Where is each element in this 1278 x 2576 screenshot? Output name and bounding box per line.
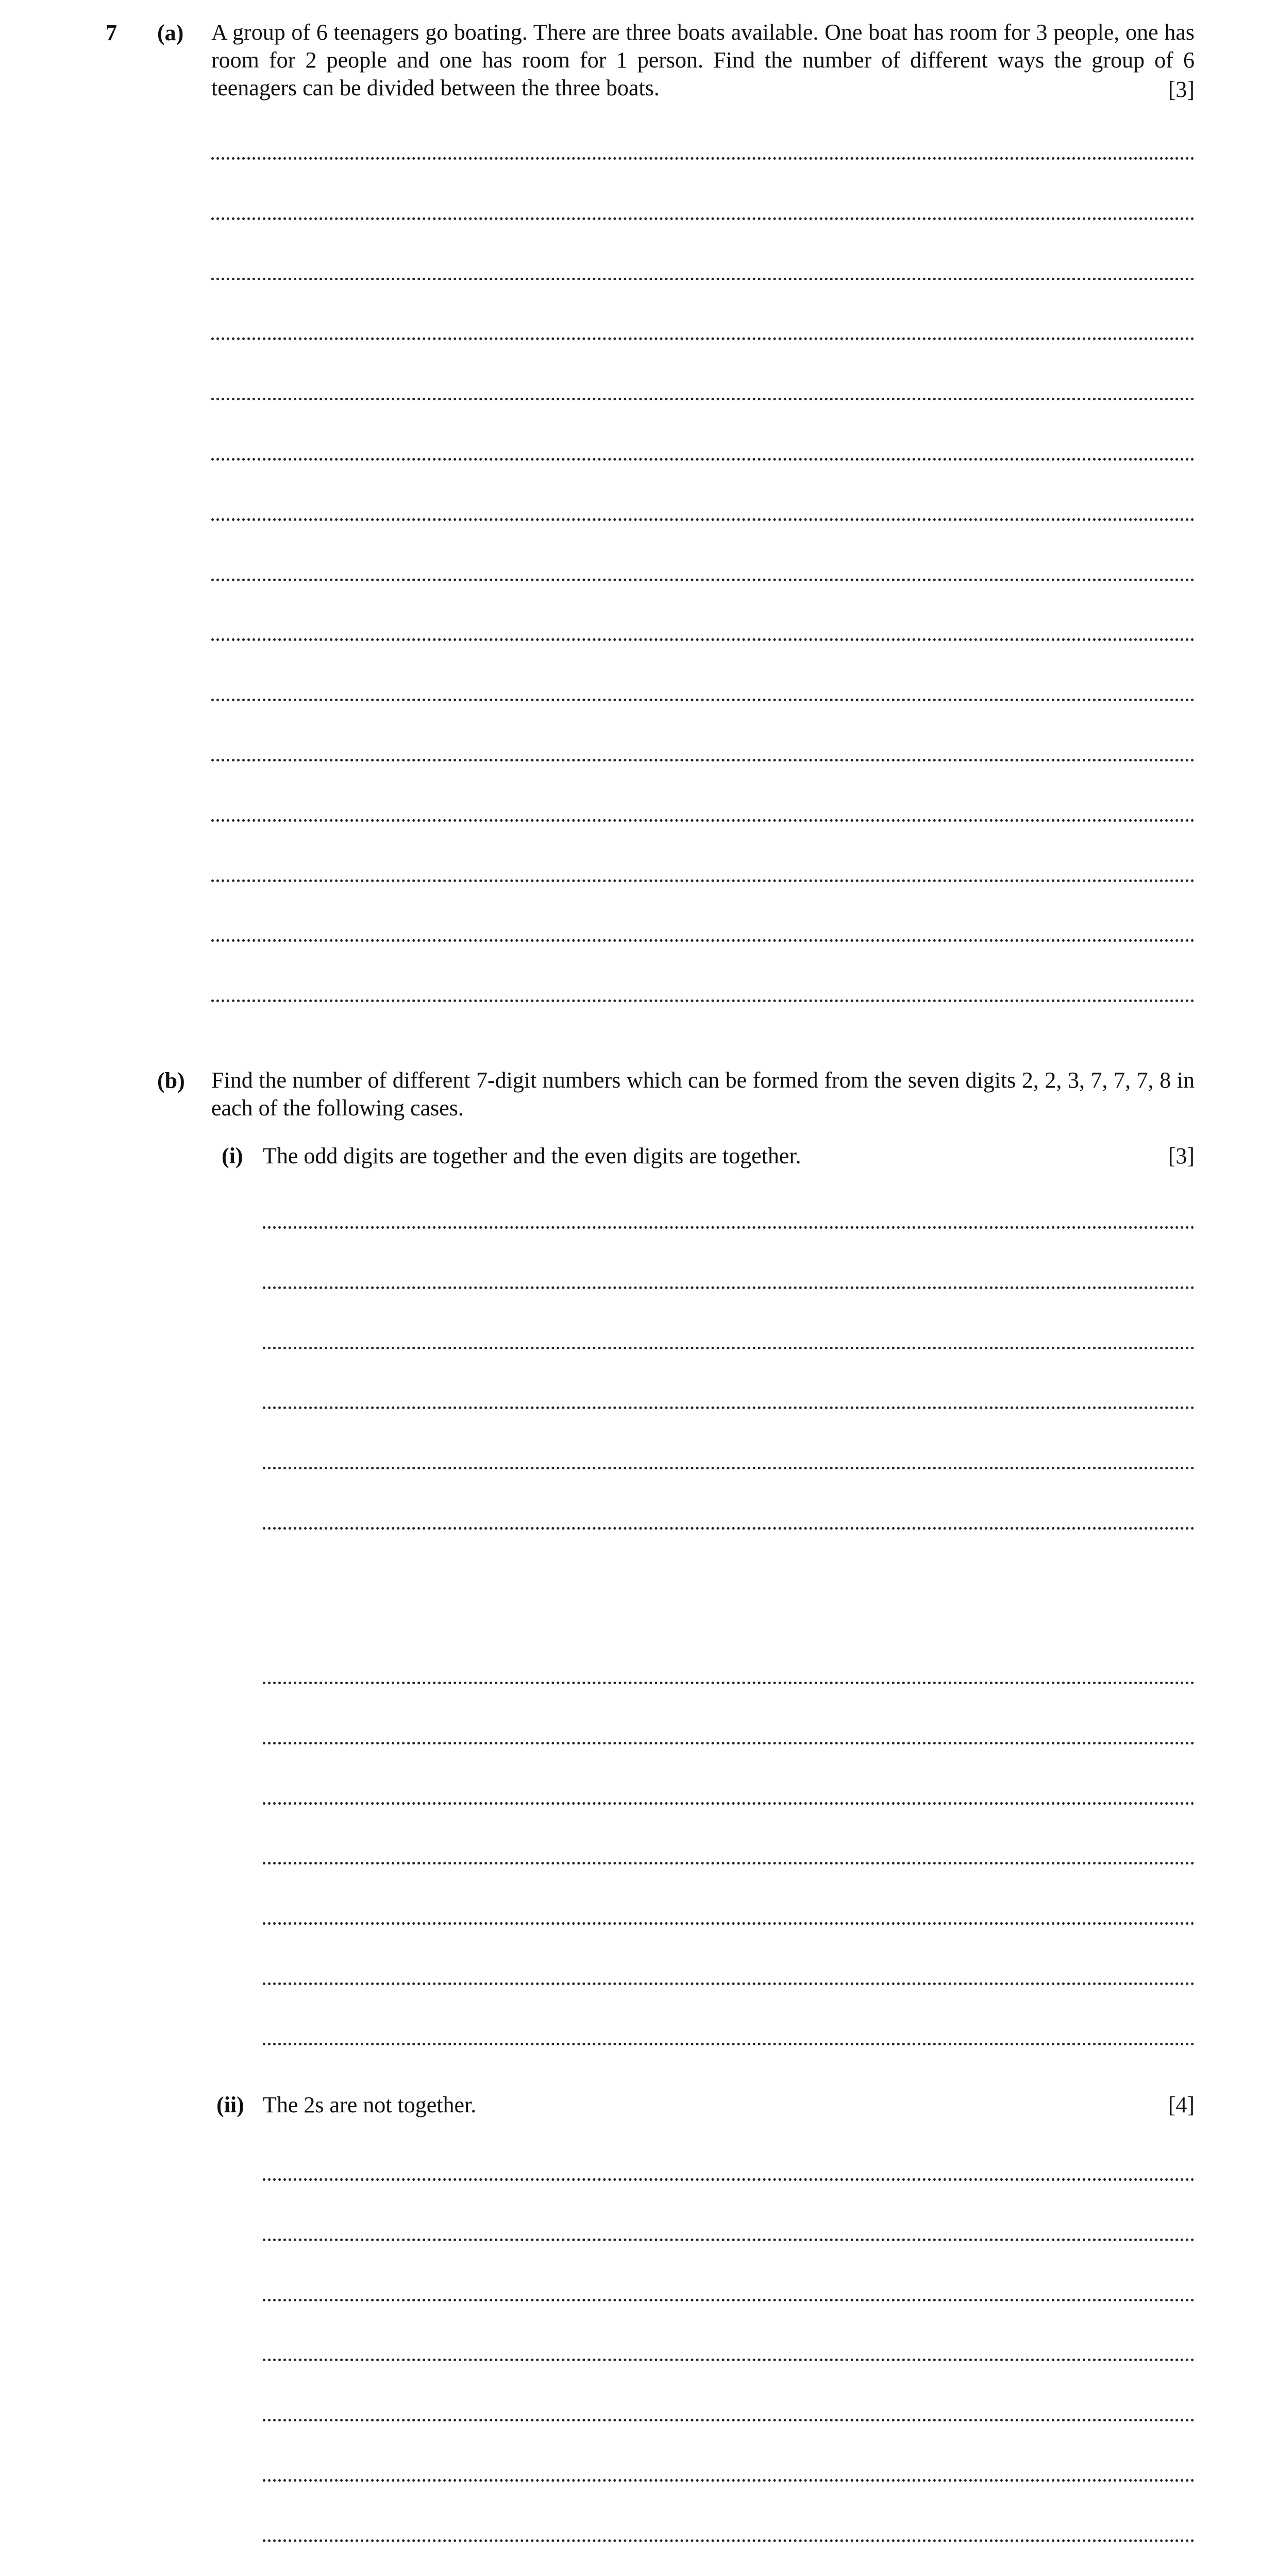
answer-line[interactable] xyxy=(263,1802,1195,1805)
answer-line[interactable] xyxy=(263,2539,1195,2542)
question-number: 7 xyxy=(106,20,117,45)
part-b-i-label: (i) xyxy=(222,1143,243,1168)
answer-line[interactable] xyxy=(211,337,1195,340)
part-b-question-text: Find the number of different 7-digit numbers which can be formed from the seven digits 2, 2, 3, 7, 7, 7, 8 in each of the following cases. xyxy=(211,1067,1195,1121)
answer-line[interactable] xyxy=(211,579,1195,581)
part-b-label: (b) xyxy=(157,1068,185,1093)
answer-line[interactable] xyxy=(263,2178,1195,2181)
part-b-i-marks: [3] xyxy=(1168,1143,1195,1168)
answer-line[interactable] xyxy=(211,819,1195,822)
answer-line[interactable] xyxy=(211,759,1195,761)
answer-line[interactable] xyxy=(263,1982,1195,1985)
part-b-ii-label: (ii) xyxy=(216,2092,244,2117)
answer-line[interactable] xyxy=(211,999,1195,1002)
answer-line[interactable] xyxy=(263,2419,1195,2421)
answer-line[interactable] xyxy=(263,1347,1195,1349)
part-b-i-question-text: The odd digits are together and the even digits are together. xyxy=(263,1143,801,1168)
answer-line[interactable] xyxy=(211,879,1195,882)
part-a-question-text: A group of 6 teenagers go boating. There are three boats available. One boat has room for 3 people, one has room for 2 people and one has room for 1 person. Find the number of different ways the group of 6 teenagers can be divided between the three boats. xyxy=(211,20,1195,100)
answer-line[interactable] xyxy=(263,2479,1195,2482)
answer-line[interactable] xyxy=(263,1286,1195,1289)
answer-line[interactable] xyxy=(211,939,1195,942)
answer-line[interactable] xyxy=(263,1226,1195,1229)
answer-line[interactable] xyxy=(263,1682,1195,1684)
answer-line[interactable] xyxy=(263,2043,1195,2045)
answer-line[interactable] xyxy=(211,278,1195,280)
answer-line[interactable] xyxy=(211,398,1195,400)
answer-line[interactable] xyxy=(263,1922,1195,1925)
part-b-ii-marks: [4] xyxy=(1168,2092,1195,2117)
answer-line[interactable] xyxy=(263,2359,1195,2361)
part-a-marks: [3] xyxy=(1168,77,1195,102)
answer-line[interactable] xyxy=(263,1406,1195,1409)
answer-line[interactable] xyxy=(211,518,1195,521)
part-b-ii-question-text: The 2s are not together. xyxy=(263,2092,477,2117)
answer-line[interactable] xyxy=(211,217,1195,220)
answer-line[interactable] xyxy=(263,2299,1195,2301)
answer-line[interactable] xyxy=(211,699,1195,701)
answer-line[interactable] xyxy=(263,1467,1195,1469)
answer-line[interactable] xyxy=(263,1862,1195,1865)
answer-line[interactable] xyxy=(211,157,1195,160)
part-a-label: (a) xyxy=(157,20,184,45)
answer-line[interactable] xyxy=(211,458,1195,461)
answer-line[interactable] xyxy=(263,1527,1195,1530)
answer-line[interactable] xyxy=(263,2239,1195,2241)
answer-line[interactable] xyxy=(211,638,1195,641)
answer-line[interactable] xyxy=(263,1742,1195,1744)
